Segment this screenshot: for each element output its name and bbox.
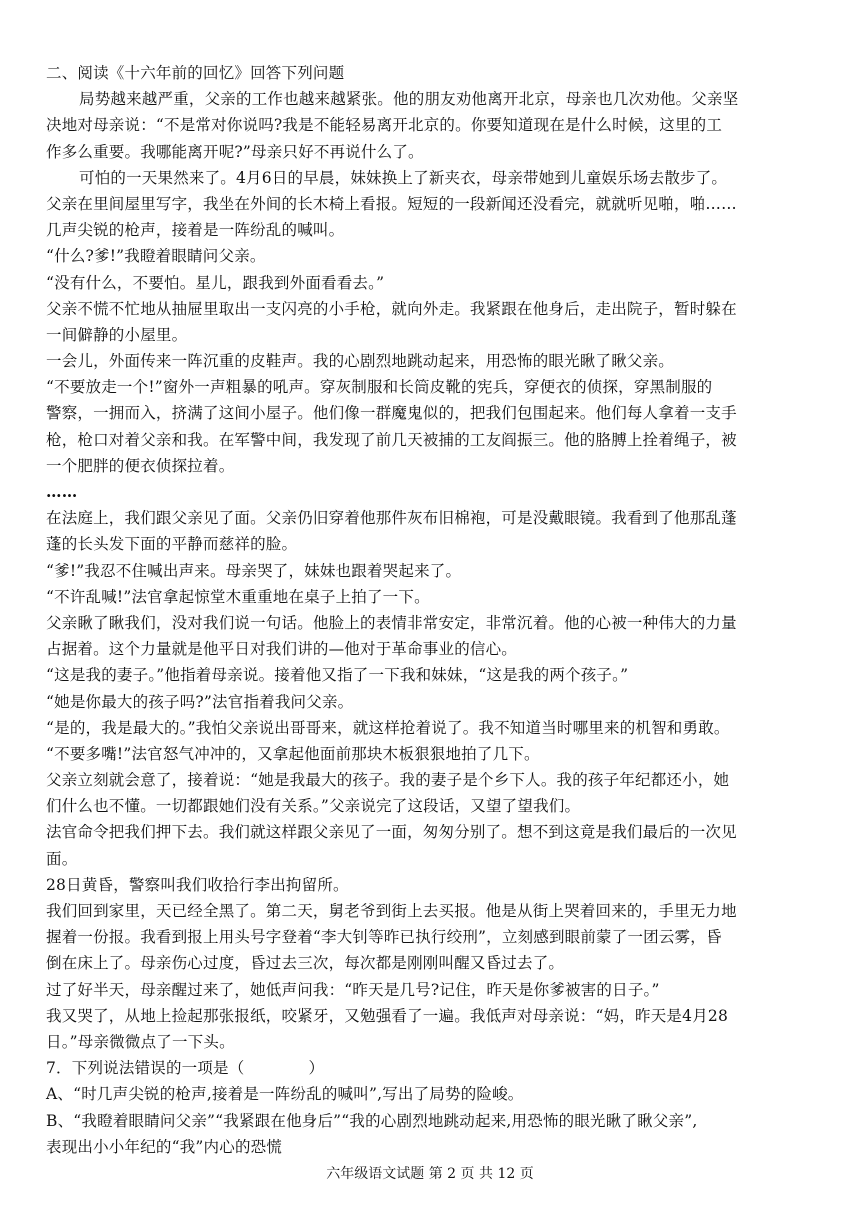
passage-line: 局势越来越严重，父亲的工作也越来越紧张。他的朋友劝他离开北京，母亲也几次劝他。父亲坚 bbox=[79, 90, 739, 109]
passage-line: 28日黄昏，警察叫我们收拾行李出拘留所。 bbox=[46, 875, 349, 894]
passage-line: 父亲不慌不忙地从抽屉里取出一支闪亮的小手枪，就向外走。我紧跟在他身后，走出院子，暂时躲在 bbox=[46, 299, 737, 318]
passage-line: 枪，枪口对着父亲和我。在军警中间，我发现了前几天被捕的工友阎振三。他的胳膊上拴着绳子，被 bbox=[46, 430, 737, 449]
passage-line: 父亲立刻就会意了，接着说：“她是我最大的孩子。我的妻子是个乡下人。我的孩子年纪都还小，她 bbox=[46, 771, 730, 790]
page-footer: 六年级语文试题 第 2 页 共 12 页 bbox=[326, 1166, 534, 1182]
question-stem-prefix: 7．下列说法错误的一项是（ bbox=[46, 1059, 245, 1078]
passage-line: 警察，一拥而入，挤满了这间小屋子。他们像一群魔鬼似的，把我们包围起来。他们每人拿着一支手 bbox=[46, 404, 737, 423]
passage-line: “不要多嘴!”法官怒气冲冲的，又拿起他面前那块木板狠狠地拍了几下。 bbox=[46, 744, 540, 763]
passage-line: 面。 bbox=[46, 849, 78, 868]
passage-line: 父亲在里间屋里写字，我坐在外间的长木椅上看报。短短的一段新闻还没看完，就就听见啪，啪…… bbox=[46, 194, 737, 213]
ellipsis-line: …… bbox=[46, 482, 78, 501]
passage-line: “她是你最大的孩子吗?”法官指着我问父亲。 bbox=[46, 692, 354, 711]
question-option-a: A、“时几声尖锐的枪声,接着是一阵纷乱的喊叫”,写出了局势的险峻。 bbox=[46, 1085, 524, 1104]
passage-line: “不要放走一个!”窗外一声粗暴的吼声。穿灰制服和长筒皮靴的宪兵，穿便衣的侦探，穿黑制服的 bbox=[46, 378, 713, 397]
question-stem-suffix: ） bbox=[308, 1059, 325, 1078]
document-page bbox=[46, 60, 816, 1160]
passage-line: 几声尖锐的枪声，接着是一阵纷乱的喊叫。 bbox=[46, 221, 345, 240]
question-option-b-continued: 表现出小小年纪的“我”内心的恐慌 bbox=[46, 1137, 283, 1156]
passage-line: 占据着。这个力量就是他平日对我们讲的—他对于革命事业的信心。 bbox=[46, 640, 518, 659]
passage-line: 蓬的长头发下面的平静而慈祥的脸。 bbox=[46, 535, 298, 554]
passage-line: “什么?爹!”我瞪着眼睛问父亲。 bbox=[46, 247, 266, 266]
question-stem bbox=[46, 1055, 816, 1081]
passage-line: 在法庭上，我们跟父亲见了面。父亲仍旧穿着他那件灰布旧棉袍，可是没戴眼镜。我看到了他那乱蓬 bbox=[46, 509, 737, 528]
passage-line: 作多么重要。我哪能离开呢?”母亲只好不再说什么了。 bbox=[46, 142, 424, 161]
passage-line: “没有什么，不要怕。星儿，跟我到外面看看去。” bbox=[46, 273, 385, 292]
passage-line: “这是我的妻子。”他指着母亲说。接着他又指了一下我和妹妹，“这是我的两个孩子。” bbox=[46, 666, 629, 685]
passage-line: 过了好半天，母亲醒过来了，她低声问我：“昨天是几号?记住，昨天是你爹被害的日子。” bbox=[46, 980, 660, 999]
passage-line: 可怕的一天果然来了。4月6日的早晨，妹妹换上了新夹衣，母亲带她到儿童娱乐场去散步了。 bbox=[79, 168, 728, 187]
passage-line: “是的，我是最大的。”我怕父亲说出哥哥来，就这样抢着说了。我不知道当时哪里来的机智和勇敢。 bbox=[46, 718, 730, 737]
section-title: 二、阅读《十六年前的回忆》回答下列问题 bbox=[46, 64, 345, 82]
passage-line: 决地对母亲说：“不是常对你说吗?我是不能轻易离开北京的。你要知道现在是什么时候，这里的工 bbox=[46, 116, 723, 135]
passage-line: 我又哭了，从地上捡起那张报纸，咬紧牙，又勉强看了一遍。我低声对母亲说：“妈，昨天是4月28 bbox=[46, 1006, 729, 1025]
passage-line: 一个肥胖的便衣侦探拉着。 bbox=[46, 456, 235, 475]
passage-line: 握着一份报。我看到报上用头号字登着“李大钊等昨已执行绞刑”，立刻感到眼前蒙了一团云雾，昏 bbox=[46, 928, 722, 947]
passage-line: 一会儿，外面传来一阵沉重的皮鞋声。我的心剧烈地跳动起来，用恐怖的眼光瞅了瞅父亲。 bbox=[46, 352, 675, 371]
question-option-b: B、“我瞪着眼睛问父亲”“我紧跟在他身后”“我的心剧烈地跳动起来,用恐怖的眼光瞅了瞅父亲”, bbox=[46, 1111, 698, 1130]
passage-line: 们什么也不懂。一切都跟她们没有关系。”父亲说完了这段话，又望了望我们。 bbox=[46, 797, 581, 816]
passage-line: 日。”母亲微微点了一下头。 bbox=[46, 1032, 235, 1051]
passage-line: “不许乱喊!”法官拿起惊堂木重重地在桌子上拍了一下。 bbox=[46, 587, 430, 606]
passage-line: 法官命令把我们押下去。我们就这样跟父亲见了一面，匆匆分别了。想不到这竟是我们最后的一次见 bbox=[46, 823, 737, 842]
passage-line: 我们回到家里，天已经全黑了。第二天，舅老爷到街上去买报。他是从街上哭着回来的，手里无力地 bbox=[46, 902, 737, 920]
passage-line: 一间僻静的小屋里。 bbox=[46, 325, 188, 344]
passage-line: 父亲瞅了瞅我们，没对我们说一句话。他脸上的表情非常安定，非常沉着。他的心被一种伟大的力量 bbox=[46, 613, 737, 632]
passage-line: 倒在床上了。母亲伤心过度，昏过去三次，每次都是刚刚叫醒又昏过去了。 bbox=[46, 954, 565, 973]
passage-line: “爹!”我忍不住喊出声来。母亲哭了，妹妹也跟着哭起来了。 bbox=[46, 561, 462, 580]
